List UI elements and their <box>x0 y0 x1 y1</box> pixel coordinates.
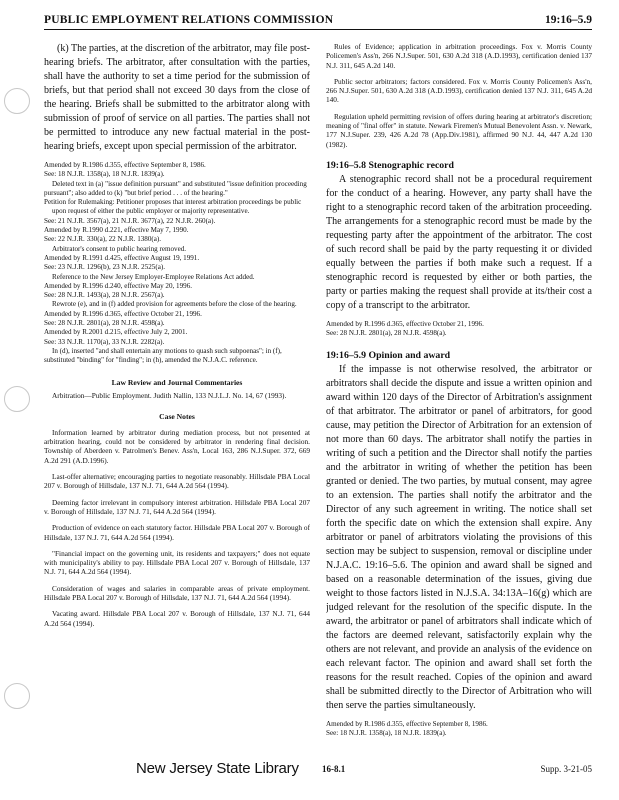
section-text-5-9: If the impasse is not otherwise resolved, the arbitrator or arbitrators shall decide the dispute and issue a written opinion and award within 120 days of the Director of Arbitration's assignment of that arbitrator. The arbitrator or panel of arbitrators, for good cause, may petition the Director of Arbitration for an extension of not more than 60 days. The arbitrator shall notify the parties in writing of such a petition and the Director shall notify the parties and the arbitrator in writing of whether the petition has been granted or denied. The two parties, by mutual consent, may agree to an extension. The parties shall notify the arbitrator and the Director of any such agreement in writing. The notice shall set forth the specific date on which the extension shall expire. Any arbitrator or panel of arbitrators violating the provisions of this section may be subject to suspension, removal or discipline under N.J.A.C. 19:16–5.6. The opinion and award shall be signed and based on a reasonable determination of the issues, giving due weight to those factors listed in N.J.S.A. 34:13A–16(g) which are judged relevant for the resolution of the specific dispute. In the award, the arbitrator or panel of arbitrators shall indicate which of the factors are deemed relevant, satisfactorily explain why the others are not relevant, and provide an analysis of the evidence on each relevant factor. The opinion and award shall set forth the reasons for the result reached. Copies of the opinion and award shall be submitted directly to the Director of Arbitration who will then serve the parties simultaneously. <box>326 363 592 711</box>
history-line: Amended by R.2001 d.215, effective July 2, 2001. <box>44 328 188 337</box>
case-note: Rules of Evidence; application in arbitration proceedings. Fox v. Morris County Policemen's Ass'n, 266 N.J.Super. 501, 630 A.2d 318 (A.D.1993), certification denied 137 N.J. 311, 645 A.2d 140. <box>326 42 592 70</box>
supplement-date: Supp. 3-21-05 <box>540 764 592 774</box>
history-line: Petition for Rulemaking: Petitioner proposes that interest arbitration proceedings be public upon request of either the public employer or majority representative. <box>44 198 302 216</box>
history-line: See: 18 N.J.R. 1358(a), 18 N.J.R. 1839(a). <box>326 728 447 737</box>
case-note: Regulation upheld permitting revision of offers during hearing at arbitrator's discretion; meaning of "final offer" in statute. Newark Firemen's Mutual Benevolent Assn. v. Newark, 177 N.J.Super. 239, 426 A.2d 78 (App.Div.1981), affirmed 90 N.J. 44, 447 A.2d 130 (1982). <box>326 111 592 149</box>
case-notes-list <box>44 428 310 628</box>
amendment-history <box>44 161 310 366</box>
history-line: See: 33 N.J.R. 1170(a), 33 N.J.R. 2282(a). <box>44 337 165 346</box>
case-notes-heading: Case Notes <box>159 411 195 421</box>
history-line: Amended by R.1996 d.240, effective May 20, 1996. <box>44 281 193 290</box>
history-line: See: 22 N.J.R. 330(a), 22 N.J.R. 1380(a). <box>44 235 162 244</box>
page-footer <box>44 760 592 784</box>
history-line: Amended by R.1996 d.365, effective October 21, 1996. <box>326 319 484 328</box>
binder-hole <box>4 386 30 412</box>
case-note: Consideration of wages and salaries in comparable areas of private employment. Hillsdale PBA Local 207 v. Borough of Hillsdale, 137 N.J. 71, 644 A.2d 564 (1994). <box>44 583 310 602</box>
binder-hole <box>4 683 30 709</box>
history-line: Reference to the New Jersey Employer-Employee Relations Act added. <box>52 272 255 281</box>
case-note: Vacating award. Hillsdale PBA Local 207 v. Borough of Hillsdale, 137 N.J. 71, 644 A.2d 564 (1994). <box>44 609 310 628</box>
history-line: See: 28 N.J.R. 1493(a), 28 N.J.R. 2567(a). <box>44 291 165 300</box>
history-line: See: 18 N.J.R. 1358(a), 18 N.J.R. 1839(a). <box>44 170 165 179</box>
law-review-heading: Law Review and Journal Commentaries <box>111 377 243 387</box>
section-text-5-8: A stenographic record shall not be a procedural requirement for the conduct of a hearing. However, any party shall have the right to a stenographic record taken of the arbitration proceeding. The arrangements for a stenographic record must be made by the requesting party after the appointment of the arbitrator. The cost of such record shall be paid by the party requesting it or divided equally between the parties if both make such a request. If a stenographic record is requested by either or both parties, the party or parties making the request shall provide at its/their cost a copy of a transcript to the arbitrator. <box>326 173 592 311</box>
history-line: In (d), inserted "and shall entertain any motions to quash such subpoenas"; in (f), substituted "binding" for "finding"; in (h), amended the N.J.A.C. reference. <box>44 346 282 365</box>
running-title: PUBLIC EMPLOYMENT RELATIONS COMMISSION <box>44 14 334 26</box>
case-note: Public sector arbitrators; factors considered. Fox v. Morris County Policemen's Ass'n, 266 N.J.Super. 501, 630 A.2d 318 (A.D.1993), certification denied 137 N.J. 311, 645 A.2d 140. <box>326 76 592 105</box>
history-line: Deleted text in (a) "issue definition pursuant" and substituted "issue definition proceeding pursuant"; also added to (k) "but brief period . . . of the hearing." <box>44 179 307 197</box>
history-line: See: 28 N.J.R. 2801(a), 28 N.J.R. 4598(a). <box>326 329 447 338</box>
left-column <box>44 42 310 757</box>
right-column <box>326 42 592 757</box>
history-line: Arbitrator's consent to public hearing removed. <box>52 244 187 253</box>
case-note: Information learned by arbitrator during mediation process, but not presented at arbitration hearing, could not be considered by arbitrator in rendering final decision. Township of Aberdeen v. Patrolmen's Benev. Ass'n, Local 163, 286 N.J.Super. 372, 669 A.2d 291 (A.D.1996). <box>44 427 310 465</box>
library-stamp: New Jersey State Library <box>136 760 299 777</box>
law-review-citation: Arbitration—Public Employment. Judith Nallin, 133 N.J.L.J. No. 14, 67 (1993). <box>52 390 287 400</box>
history-line: Rewrote (e), and in (f) added provision for agreements before the close of the hearing. <box>52 300 297 309</box>
history-line: See: 23 N.J.R. 1296(b), 23 N.J.R. 2525(a). <box>44 263 165 272</box>
continued-case-notes <box>326 42 592 149</box>
case-note: Production of evidence on each statutory factor. Hillsdale PBA Local 207 v. Borough of Hillsdale, 137 N.J. 71, 644 A.2d 564 (1994). <box>44 523 310 542</box>
section-range: 19:16–5.9 <box>545 14 592 26</box>
history-line: Amended by R.1996 d.365, effective October 21, 1996. <box>44 309 202 318</box>
case-note: "Financial impact on the governing unit, its residents and taxpayers;" does not equate with municipality's ability to pay. Hillsdale PBA Local 207 v. Borough of Hillsdale, 137 N.J. 71, 644 A.2d 564 (1994). <box>44 548 310 577</box>
section-history-5-8 <box>326 320 592 339</box>
history-line: Amended by R.1986 d.355, effective September 8, 1986. <box>44 161 206 169</box>
section-heading-5-9: 19:16–5.9 Opinion and award <box>326 349 451 361</box>
history-line: Amended by R.1990 d.221, effective May 7, 1990. <box>44 226 189 235</box>
case-note: Deeming factor irrelevant in compulsory interest arbitration. Hillsdale PBA Local 207 v. Borough of Hillsdale, 137 N.J. 71, 644 A.2d 564 (1994). <box>44 497 310 516</box>
page-number: 16-8.1 <box>322 764 346 774</box>
paragraph-k: (k) The parties, at the discretion of the arbitrator, may file post-hearing briefs. The arbitrator, after consultation with the parties, shall have the authority to set a time period for the submission of briefs, but that period shall not exceed 30 days from the close of the hearing. Briefs shall be submitted to the arbitrator along with submission of proof of service on all parties. The parties shall not be permitted to introduce any new factual material in the post-hearing briefs, except upon special permission of the arbitrator. <box>44 43 310 152</box>
section-history-5-9 <box>326 720 592 739</box>
history-line: Amended by R.1991 d.425, effective August 19, 1991. <box>44 253 200 262</box>
case-note: Last-offer alternative; encouraging parties to negotiate reasonably. Hillsdale PBA Local 207 v. Borough of Hillsdale, 137 N.J. 71, 644 A.2d 564 (1994). <box>44 472 310 491</box>
header-rule <box>44 29 592 30</box>
page-header <box>44 14 592 36</box>
history-line: See: 21 N.J.R. 3567(a), 21 N.J.R. 3677(a), 22 N.J.R. 260(a). <box>44 216 216 225</box>
history-line: Amended by R.1986 d.355, effective September 8, 1986. <box>326 719 488 728</box>
history-line: See: 28 N.J.R. 2801(a), 28 N.J.R. 4598(a). <box>44 319 165 328</box>
binder-hole <box>4 88 30 114</box>
section-heading-5-8: 19:16–5.8 Stenographic record <box>326 159 454 171</box>
